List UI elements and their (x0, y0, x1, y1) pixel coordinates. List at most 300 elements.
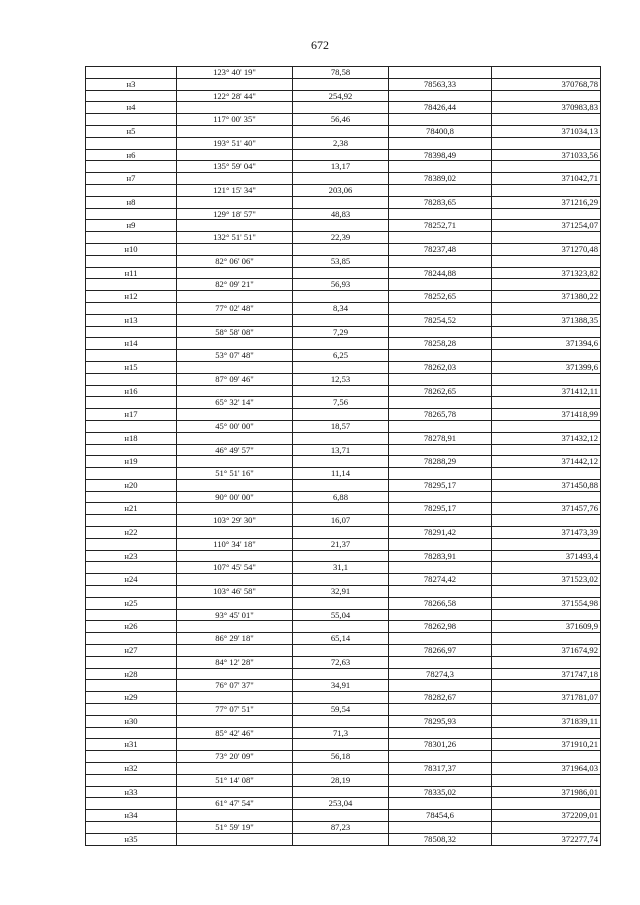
point-row (86, 149, 601, 161)
length-cell: 13,17 (293, 161, 389, 173)
point-name-cell: н29 (86, 692, 177, 704)
angle-cell (177, 786, 293, 798)
point-row (86, 574, 601, 586)
point-row (86, 668, 601, 680)
y-coordinate-cell (492, 538, 601, 550)
x-coordinate-cell: 78335,02 (389, 786, 492, 798)
length-cell: 254,92 (293, 90, 389, 102)
length-cell (293, 196, 389, 208)
length-cell: 48,83 (293, 208, 389, 220)
angle-cell (177, 125, 293, 137)
point-name-cell: н7 (86, 173, 177, 185)
angle-cell: 53° 07' 48" (177, 350, 293, 362)
point-row (86, 739, 601, 751)
angle-cell: 193° 51' 40" (177, 137, 293, 149)
segment-row (86, 279, 601, 291)
x-coordinate-cell (389, 515, 492, 527)
point-name-cell (86, 279, 177, 291)
point-row (86, 786, 601, 798)
x-coordinate-cell (389, 656, 492, 668)
angle-cell: 103° 46' 58" (177, 586, 293, 598)
angle-cell (177, 243, 293, 255)
angle-cell (177, 338, 293, 350)
x-coordinate-cell (389, 326, 492, 338)
segment-row (86, 350, 601, 362)
point-row (86, 220, 601, 232)
angle-cell: 129° 18' 57" (177, 208, 293, 220)
x-coordinate-cell (389, 114, 492, 126)
x-coordinate-cell: 78301,26 (389, 739, 492, 751)
x-coordinate-cell: 78398,49 (389, 149, 492, 161)
point-name-cell (86, 373, 177, 385)
angle-cell (177, 833, 293, 845)
length-cell: 56,18 (293, 751, 389, 763)
x-coordinate-cell: 78274,3 (389, 668, 492, 680)
x-coordinate-cell: 78262,65 (389, 385, 492, 397)
angle-cell (177, 173, 293, 185)
segment-row (86, 184, 601, 196)
x-coordinate-cell: 78278,91 (389, 432, 492, 444)
segment-row (86, 255, 601, 267)
segment-row (86, 137, 601, 149)
segment-row (86, 232, 601, 244)
segment-row (86, 515, 601, 527)
x-coordinate-cell: 78508,32 (389, 833, 492, 845)
x-coordinate-cell: 78283,91 (389, 550, 492, 562)
point-row (86, 361, 601, 373)
coordinates-table-body (86, 67, 601, 846)
angle-cell (177, 267, 293, 279)
y-coordinate-cell: 372209,01 (492, 810, 601, 822)
angle-cell (177, 409, 293, 421)
point-name-cell (86, 114, 177, 126)
point-name-cell: н23 (86, 550, 177, 562)
angle-cell: 77° 02' 48" (177, 302, 293, 314)
x-coordinate-cell: 78288,29 (389, 456, 492, 468)
y-coordinate-cell (492, 444, 601, 456)
angle-cell: 135° 59' 04" (177, 161, 293, 173)
length-cell (293, 833, 389, 845)
length-cell: 18,57 (293, 420, 389, 432)
y-coordinate-cell (492, 468, 601, 480)
angle-cell: 84° 12' 28" (177, 656, 293, 668)
point-name-cell: н13 (86, 314, 177, 326)
point-name-cell: н18 (86, 432, 177, 444)
y-coordinate-cell: 372277,74 (492, 833, 601, 845)
length-cell (293, 361, 389, 373)
angle-cell (177, 597, 293, 609)
angle-cell (177, 102, 293, 114)
x-coordinate-cell: 78274,42 (389, 574, 492, 586)
point-name-cell: н27 (86, 645, 177, 657)
y-coordinate-cell (492, 279, 601, 291)
segment-row (86, 397, 601, 409)
point-name-cell: н24 (86, 574, 177, 586)
point-name-cell (86, 491, 177, 503)
y-coordinate-cell (492, 397, 601, 409)
x-coordinate-cell: 78426,44 (389, 102, 492, 114)
angle-cell (177, 668, 293, 680)
y-coordinate-cell: 371986,01 (492, 786, 601, 798)
x-coordinate-cell: 78291,42 (389, 527, 492, 539)
length-cell: 53,85 (293, 255, 389, 267)
x-coordinate-cell (389, 350, 492, 362)
point-name-cell: н11 (86, 267, 177, 279)
angle-cell (177, 220, 293, 232)
y-coordinate-cell (492, 90, 601, 102)
y-coordinate-cell: 371554,98 (492, 597, 601, 609)
y-coordinate-cell (492, 161, 601, 173)
point-name-cell (86, 326, 177, 338)
x-coordinate-cell: 78252,71 (389, 220, 492, 232)
length-cell: 8,34 (293, 302, 389, 314)
point-row (86, 763, 601, 775)
x-coordinate-cell (389, 232, 492, 244)
point-name-cell (86, 232, 177, 244)
angle-cell (177, 456, 293, 468)
y-coordinate-cell (492, 751, 601, 763)
segment-row (86, 90, 601, 102)
y-coordinate-cell: 371609,9 (492, 621, 601, 633)
x-coordinate-cell: 78244,88 (389, 267, 492, 279)
segment-row (86, 751, 601, 763)
angle-cell: 76° 07' 37" (177, 680, 293, 692)
angle-cell (177, 291, 293, 303)
x-coordinate-cell: 78563,33 (389, 78, 492, 90)
y-coordinate-cell: 371388,35 (492, 314, 601, 326)
page-number: 672 (311, 38, 329, 52)
angle-cell (177, 196, 293, 208)
point-name-cell (86, 822, 177, 834)
x-coordinate-cell (389, 633, 492, 645)
length-cell (293, 597, 389, 609)
length-cell (293, 810, 389, 822)
y-coordinate-cell (492, 373, 601, 385)
y-coordinate-cell (492, 515, 601, 527)
point-row (86, 409, 601, 421)
x-coordinate-cell (389, 279, 492, 291)
segment-row (86, 704, 601, 716)
segment-row (86, 562, 601, 574)
segment-row (86, 420, 601, 432)
length-cell (293, 385, 389, 397)
point-name-cell (86, 656, 177, 668)
y-coordinate-cell: 371910,21 (492, 739, 601, 751)
segment-row (86, 656, 601, 668)
length-cell: 71,3 (293, 727, 389, 739)
segment-row (86, 67, 601, 79)
length-cell: 21,37 (293, 538, 389, 550)
y-coordinate-cell (492, 137, 601, 149)
y-coordinate-cell (492, 255, 601, 267)
angle-cell: 132° 51' 51" (177, 232, 293, 244)
point-row (86, 314, 601, 326)
angle-cell: 73° 20' 09" (177, 751, 293, 763)
angle-cell (177, 432, 293, 444)
x-coordinate-cell (389, 137, 492, 149)
length-cell: 12,53 (293, 373, 389, 385)
segment-row (86, 609, 601, 621)
x-coordinate-cell (389, 444, 492, 456)
length-cell (293, 574, 389, 586)
point-row (86, 645, 601, 657)
length-cell (293, 173, 389, 185)
y-coordinate-cell (492, 680, 601, 692)
segment-row (86, 114, 601, 126)
y-coordinate-cell (492, 491, 601, 503)
segment-row (86, 774, 601, 786)
y-coordinate-cell (492, 208, 601, 220)
length-cell (293, 692, 389, 704)
y-coordinate-cell (492, 420, 601, 432)
x-coordinate-cell: 78317,37 (389, 763, 492, 775)
x-coordinate-cell: 78266,58 (389, 597, 492, 609)
point-name-cell: н8 (86, 196, 177, 208)
y-coordinate-cell (492, 586, 601, 598)
x-coordinate-cell: 78295,17 (389, 503, 492, 515)
y-coordinate-cell: 371442,12 (492, 456, 601, 468)
y-coordinate-cell: 371042,71 (492, 173, 601, 185)
angle-cell (177, 149, 293, 161)
segment-row (86, 326, 601, 338)
length-cell (293, 645, 389, 657)
length-cell: 2,38 (293, 137, 389, 149)
x-coordinate-cell: 78400,8 (389, 125, 492, 137)
y-coordinate-cell: 371432,12 (492, 432, 601, 444)
length-cell (293, 503, 389, 515)
point-name-cell: н19 (86, 456, 177, 468)
length-cell: 72,63 (293, 656, 389, 668)
y-coordinate-cell: 371964,03 (492, 763, 601, 775)
x-coordinate-cell (389, 468, 492, 480)
length-cell (293, 456, 389, 468)
point-name-cell (86, 90, 177, 102)
angle-cell: 51° 14' 08" (177, 774, 293, 786)
length-cell: 55,04 (293, 609, 389, 621)
angle-cell: 86° 29' 18" (177, 633, 293, 645)
point-name-cell (86, 255, 177, 267)
point-row (86, 456, 601, 468)
length-cell: 13,71 (293, 444, 389, 456)
length-cell (293, 550, 389, 562)
point-row (86, 597, 601, 609)
segment-row (86, 633, 601, 645)
length-cell: 7,29 (293, 326, 389, 338)
length-cell (293, 267, 389, 279)
y-coordinate-cell: 371523,02 (492, 574, 601, 586)
angle-cell (177, 621, 293, 633)
x-coordinate-cell (389, 208, 492, 220)
angle-cell (177, 715, 293, 727)
length-cell (293, 291, 389, 303)
point-row (86, 243, 601, 255)
length-cell: 11,14 (293, 468, 389, 480)
segment-row (86, 586, 601, 598)
segment-row (86, 727, 601, 739)
angle-cell: 46° 49' 57" (177, 444, 293, 456)
point-row (86, 125, 601, 137)
point-name-cell: н12 (86, 291, 177, 303)
angle-cell (177, 763, 293, 775)
y-coordinate-cell: 371839,11 (492, 715, 601, 727)
angle-cell (177, 527, 293, 539)
segment-row (86, 822, 601, 834)
angle-cell: 82° 06' 06" (177, 255, 293, 267)
point-row (86, 479, 601, 491)
point-name-cell (86, 137, 177, 149)
y-coordinate-cell: 371216,29 (492, 196, 601, 208)
point-name-cell: н33 (86, 786, 177, 798)
y-coordinate-cell (492, 633, 601, 645)
y-coordinate-cell (492, 350, 601, 362)
x-coordinate-cell (389, 586, 492, 598)
point-name-cell: н35 (86, 833, 177, 845)
point-name-cell: н6 (86, 149, 177, 161)
angle-cell (177, 692, 293, 704)
point-name-cell: н16 (86, 385, 177, 397)
angle-cell (177, 810, 293, 822)
point-name-cell (86, 774, 177, 786)
point-name-cell (86, 538, 177, 550)
point-name-cell (86, 397, 177, 409)
length-cell (293, 763, 389, 775)
x-coordinate-cell (389, 727, 492, 739)
angle-cell (177, 739, 293, 751)
length-cell (293, 314, 389, 326)
y-coordinate-cell: 370768,78 (492, 78, 601, 90)
y-coordinate-cell: 371457,76 (492, 503, 601, 515)
y-coordinate-cell (492, 232, 601, 244)
y-coordinate-cell: 371781,07 (492, 692, 601, 704)
x-coordinate-cell (389, 751, 492, 763)
length-cell (293, 220, 389, 232)
point-name-cell: н34 (86, 810, 177, 822)
x-coordinate-cell: 78254,52 (389, 314, 492, 326)
point-row (86, 715, 601, 727)
point-row (86, 102, 601, 114)
point-name-cell: н30 (86, 715, 177, 727)
point-row (86, 527, 601, 539)
point-name-cell: н32 (86, 763, 177, 775)
point-name-cell: н28 (86, 668, 177, 680)
x-coordinate-cell (389, 302, 492, 314)
length-cell: 32,91 (293, 586, 389, 598)
angle-cell: 110° 34' 18" (177, 538, 293, 550)
length-cell (293, 739, 389, 751)
length-cell (293, 149, 389, 161)
point-name-cell: н15 (86, 361, 177, 373)
point-row (86, 503, 601, 515)
x-coordinate-cell (389, 397, 492, 409)
segment-row (86, 302, 601, 314)
point-name-cell (86, 350, 177, 362)
length-cell: 22,39 (293, 232, 389, 244)
angle-cell (177, 503, 293, 515)
length-cell (293, 432, 389, 444)
point-row (86, 267, 601, 279)
length-cell: 6,88 (293, 491, 389, 503)
x-coordinate-cell (389, 67, 492, 79)
angle-cell: 103° 29' 30" (177, 515, 293, 527)
y-coordinate-cell: 371254,07 (492, 220, 601, 232)
x-coordinate-cell: 78283,65 (389, 196, 492, 208)
angle-cell (177, 385, 293, 397)
point-name-cell (86, 302, 177, 314)
x-coordinate-cell: 78295,93 (389, 715, 492, 727)
x-coordinate-cell: 78282,67 (389, 692, 492, 704)
angle-cell: 122° 28' 44" (177, 90, 293, 102)
point-name-cell (86, 184, 177, 196)
point-row (86, 385, 601, 397)
length-cell: 31,1 (293, 562, 389, 574)
length-cell (293, 243, 389, 255)
point-name-cell (86, 704, 177, 716)
length-cell (293, 102, 389, 114)
angle-cell: 87° 09' 46" (177, 373, 293, 385)
y-coordinate-cell: 371034,13 (492, 125, 601, 137)
point-name-cell: н14 (86, 338, 177, 350)
y-coordinate-cell (492, 774, 601, 786)
y-coordinate-cell (492, 822, 601, 834)
x-coordinate-cell: 78295,17 (389, 479, 492, 491)
point-name-cell: н3 (86, 78, 177, 90)
y-coordinate-cell (492, 302, 601, 314)
y-coordinate-cell (492, 656, 601, 668)
angle-cell: 85° 42' 46" (177, 727, 293, 739)
y-coordinate-cell (492, 67, 601, 79)
x-coordinate-cell: 78389,02 (389, 173, 492, 185)
y-coordinate-cell: 371412,11 (492, 385, 601, 397)
angle-cell: 51° 59' 19" (177, 822, 293, 834)
angle-cell: 51° 51' 16" (177, 468, 293, 480)
length-cell: 78,58 (293, 67, 389, 79)
point-row (86, 196, 601, 208)
y-coordinate-cell: 371323,82 (492, 267, 601, 279)
x-coordinate-cell (389, 680, 492, 692)
angle-cell (177, 479, 293, 491)
point-name-cell: н31 (86, 739, 177, 751)
point-name-cell (86, 515, 177, 527)
segment-row (86, 491, 601, 503)
coordinates-table (85, 66, 601, 846)
point-name-cell: н26 (86, 621, 177, 633)
angle-cell (177, 361, 293, 373)
point-row (86, 621, 601, 633)
point-row (86, 173, 601, 185)
length-cell (293, 527, 389, 539)
point-name-cell (86, 633, 177, 645)
y-coordinate-cell: 371033,56 (492, 149, 601, 161)
x-coordinate-cell (389, 609, 492, 621)
length-cell: 7,56 (293, 397, 389, 409)
angle-cell: 107° 45' 54" (177, 562, 293, 574)
length-cell (293, 125, 389, 137)
point-row (86, 833, 601, 845)
angle-cell: 45° 00' 00" (177, 420, 293, 432)
y-coordinate-cell: 371493,4 (492, 550, 601, 562)
x-coordinate-cell: 78262,98 (389, 621, 492, 633)
angle-cell: 58° 58' 08" (177, 326, 293, 338)
y-coordinate-cell (492, 798, 601, 810)
point-row (86, 550, 601, 562)
y-coordinate-cell: 371674,92 (492, 645, 601, 657)
point-name-cell (86, 420, 177, 432)
x-coordinate-cell: 78266,97 (389, 645, 492, 657)
point-name-cell (86, 586, 177, 598)
angle-cell: 123° 40' 19" (177, 67, 293, 79)
y-coordinate-cell: 370983,83 (492, 102, 601, 114)
y-coordinate-cell: 371399,6 (492, 361, 601, 373)
